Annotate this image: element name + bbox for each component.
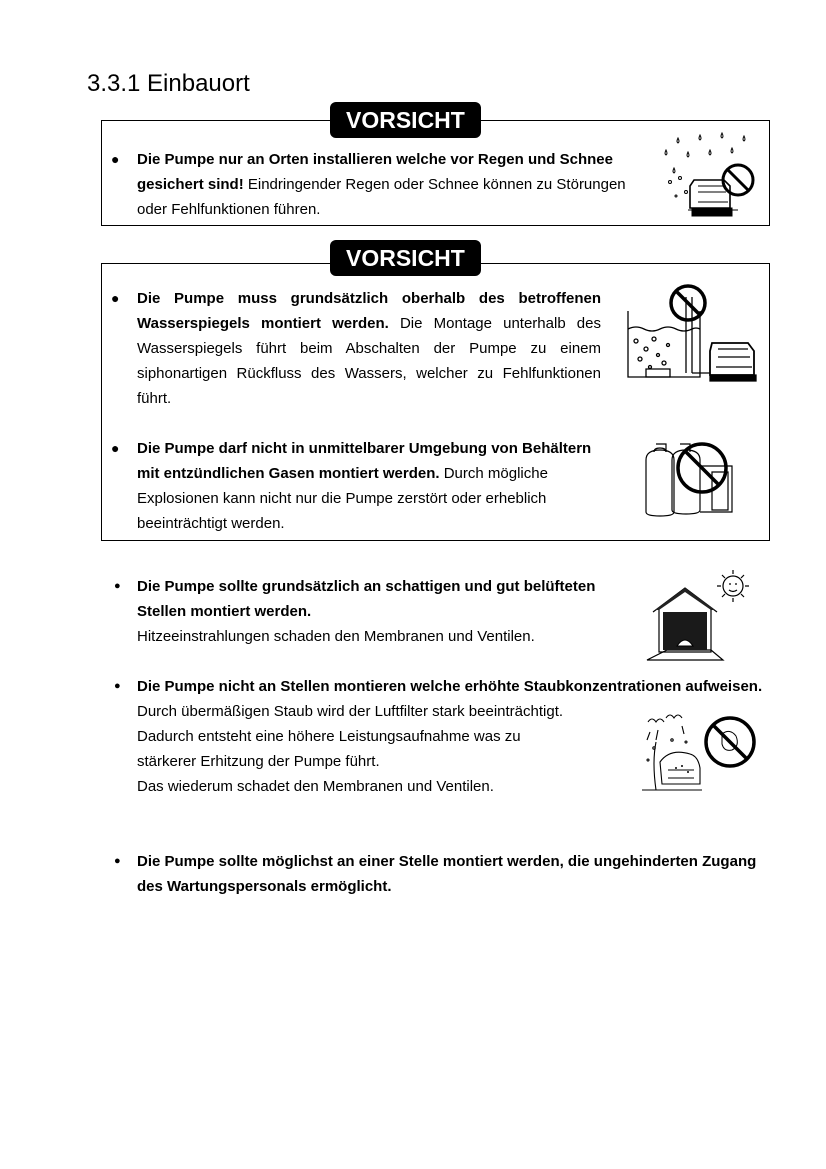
caution-item-rain-bold: Die Pumpe nur an Orten installieren welche vor Regen und Schnee gesichert sind! xyxy=(137,151,613,193)
caution-badge-1: VORSICHT xyxy=(330,102,481,138)
house-sun-icon xyxy=(643,566,755,662)
water-tank-prohibited-icon xyxy=(624,283,760,385)
bullet-icon: ● xyxy=(111,151,120,167)
caution-item-water-level xyxy=(137,286,601,411)
caution-item-water-level-bold: Die Pumpe muss grundsätzlich oberhalb des betroffenen Wasserspiegels montiert werden. xyxy=(137,290,601,332)
caution-item-rain xyxy=(137,147,647,222)
page-title: 3.3.1 Einbauort xyxy=(87,70,250,97)
list-item-shade-bold: Die Pumpe sollte grundsätzlich an schattigen und gut belüfteten Stellen montiert werden. xyxy=(137,578,596,620)
bullet-icon: ● xyxy=(114,580,121,592)
list-item-shade-text: Hitzeeinstrahlungen schaden den Membranen und Ventilen. xyxy=(137,628,535,645)
gas-cylinder-prohibited-icon xyxy=(642,436,742,520)
list-item-dust-line2: Dadurch entsteht eine höhere Leistungsaufnahme was zu xyxy=(137,728,521,745)
bullet-icon: ● xyxy=(114,680,121,692)
list-item-dust-bold: Die Pumpe nicht an Stellen montieren welche erhöhte Staubkonzentrationen aufweisen. xyxy=(137,678,763,695)
caution-item-gas-bold: Die Pumpe darf nicht in unmittelbarer Umgebung von Behältern mit entzündlichen Gasen montiert werden. xyxy=(137,440,592,482)
list-item-dust-line4: Das wiederum schadet den Membranen und Ventilen. xyxy=(137,778,494,795)
dust-prohibited-icon xyxy=(642,712,758,794)
caution-badge-2: VORSICHT xyxy=(330,240,481,276)
list-item-access-bold: Die Pumpe sollte möglichst an einer Stelle montiert werden, die ungehinderten Zugang des Wartungspersonals ermöglicht. xyxy=(137,853,757,895)
caution-item-water-level-text: Die Montage unterhalb des Wasserspiegels führt beim Abschalten der Pumpe zu einem siphonartigen Rückfluss des Wassers, welcher zu Fehlfunktionen führt. xyxy=(137,315,601,407)
bullet-icon: ● xyxy=(114,855,121,867)
bullet-icon: ● xyxy=(111,440,120,456)
list-item-dust-line1: Durch übermäßigen Staub wird der Luftfilter stark beeinträchtigt. xyxy=(137,703,564,720)
bullet-icon: ● xyxy=(111,290,120,306)
list-item-dust-line3: stärkerer Erhitzung der Pumpe führt. xyxy=(137,753,380,770)
caution-item-gas xyxy=(137,436,611,536)
caution-item-rain-text: Eindringender Regen oder Schnee können zu Störungen oder Fehlfunktionen führen. xyxy=(137,176,626,218)
list-item-shade xyxy=(137,574,617,649)
rain-pump-prohibited-icon xyxy=(658,130,758,222)
list-item-access xyxy=(137,849,777,899)
caution-item-gas-text: Durch mögliche Explosionen kann nicht nur die Pumpe zerstört oder erheblich beeinträchtigt werden. xyxy=(137,465,548,532)
